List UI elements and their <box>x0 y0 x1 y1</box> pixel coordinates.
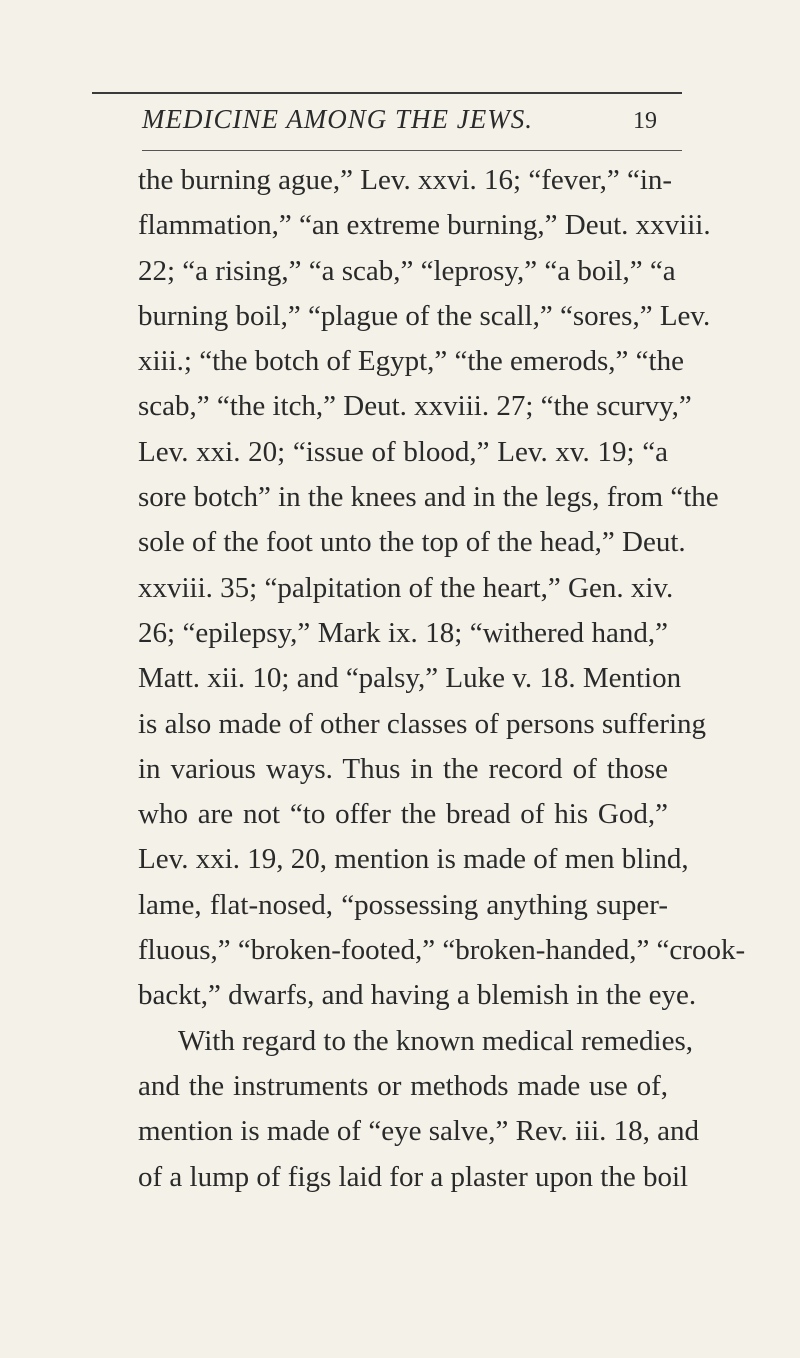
page-number: 19 <box>633 108 657 134</box>
page-header <box>0 0 800 160</box>
text-line: backt,” dwarfs, and having a blemish in the eye. <box>138 979 697 1012</box>
text-line: burning boil,” “plague of the scall,” “sores,” Lev. <box>138 299 711 332</box>
running-head: MEDICINE AMONG THE JEWS. <box>142 104 533 134</box>
text-line: Lev. xxi. 19, 20, mention is made of men blind, <box>138 843 689 876</box>
text-line: in various ways. Thus in the record of those <box>138 752 668 785</box>
text-line: sole of the foot unto the top of the head,” Deut. <box>138 526 686 559</box>
text-line: Matt. xii. 10; and “palsy,” Luke v. 18. Mention <box>138 662 682 695</box>
text-line: and the instruments or methods made use of, <box>138 1069 668 1102</box>
text-line: flammation,” “an extreme burning,” Deut. xxviii. <box>138 209 711 242</box>
text-line: mention is made of “eye salve,” Rev. iii. 18, and <box>138 1115 700 1148</box>
text-line: xxviii. 35; “palpitation of the heart,” Gen. xiv. <box>138 571 674 604</box>
text-line: lame, flat-nosed, “possessing anything super- <box>138 888 668 921</box>
header-bottom-rule <box>142 150 682 151</box>
text-line: fluous,” “broken-footed,” “broken-handed,” “crook- <box>138 934 746 967</box>
text-line: xiii.; “the botch of Egypt,” “the emerods,” “the <box>138 345 684 378</box>
text-line: 22; “a rising,” “a scab,” “leprosy,” “a boil,” “a <box>138 254 676 287</box>
paragraph-start-line: With regard to the known medical remedies, <box>178 1024 694 1057</box>
text-line: Lev. xxi. 20; “issue of blood,” Lev. xv. 19; “a <box>138 435 668 468</box>
header-top-rule <box>92 92 682 94</box>
text-line: of a lump of figs laid for a plaster upon the boil <box>138 1160 689 1193</box>
text-line: 26; “epilepsy,” Mark ix. 18; “withered hand,” <box>138 616 668 649</box>
text-line: who are not “to offer the bread of his God,” <box>138 798 668 831</box>
text-line: sore botch” in the knees and in the legs, from “the <box>138 481 719 514</box>
text-line: scab,” “the itch,” Deut. xxviii. 27; “the scurvy,” <box>138 390 692 423</box>
body-text <box>138 158 746 1200</box>
text-line: the burning ague,” Lev. xxvi. 16; “fever,” “in- <box>138 164 673 196</box>
text-line: is also made of other classes of persons suffering <box>138 707 707 740</box>
